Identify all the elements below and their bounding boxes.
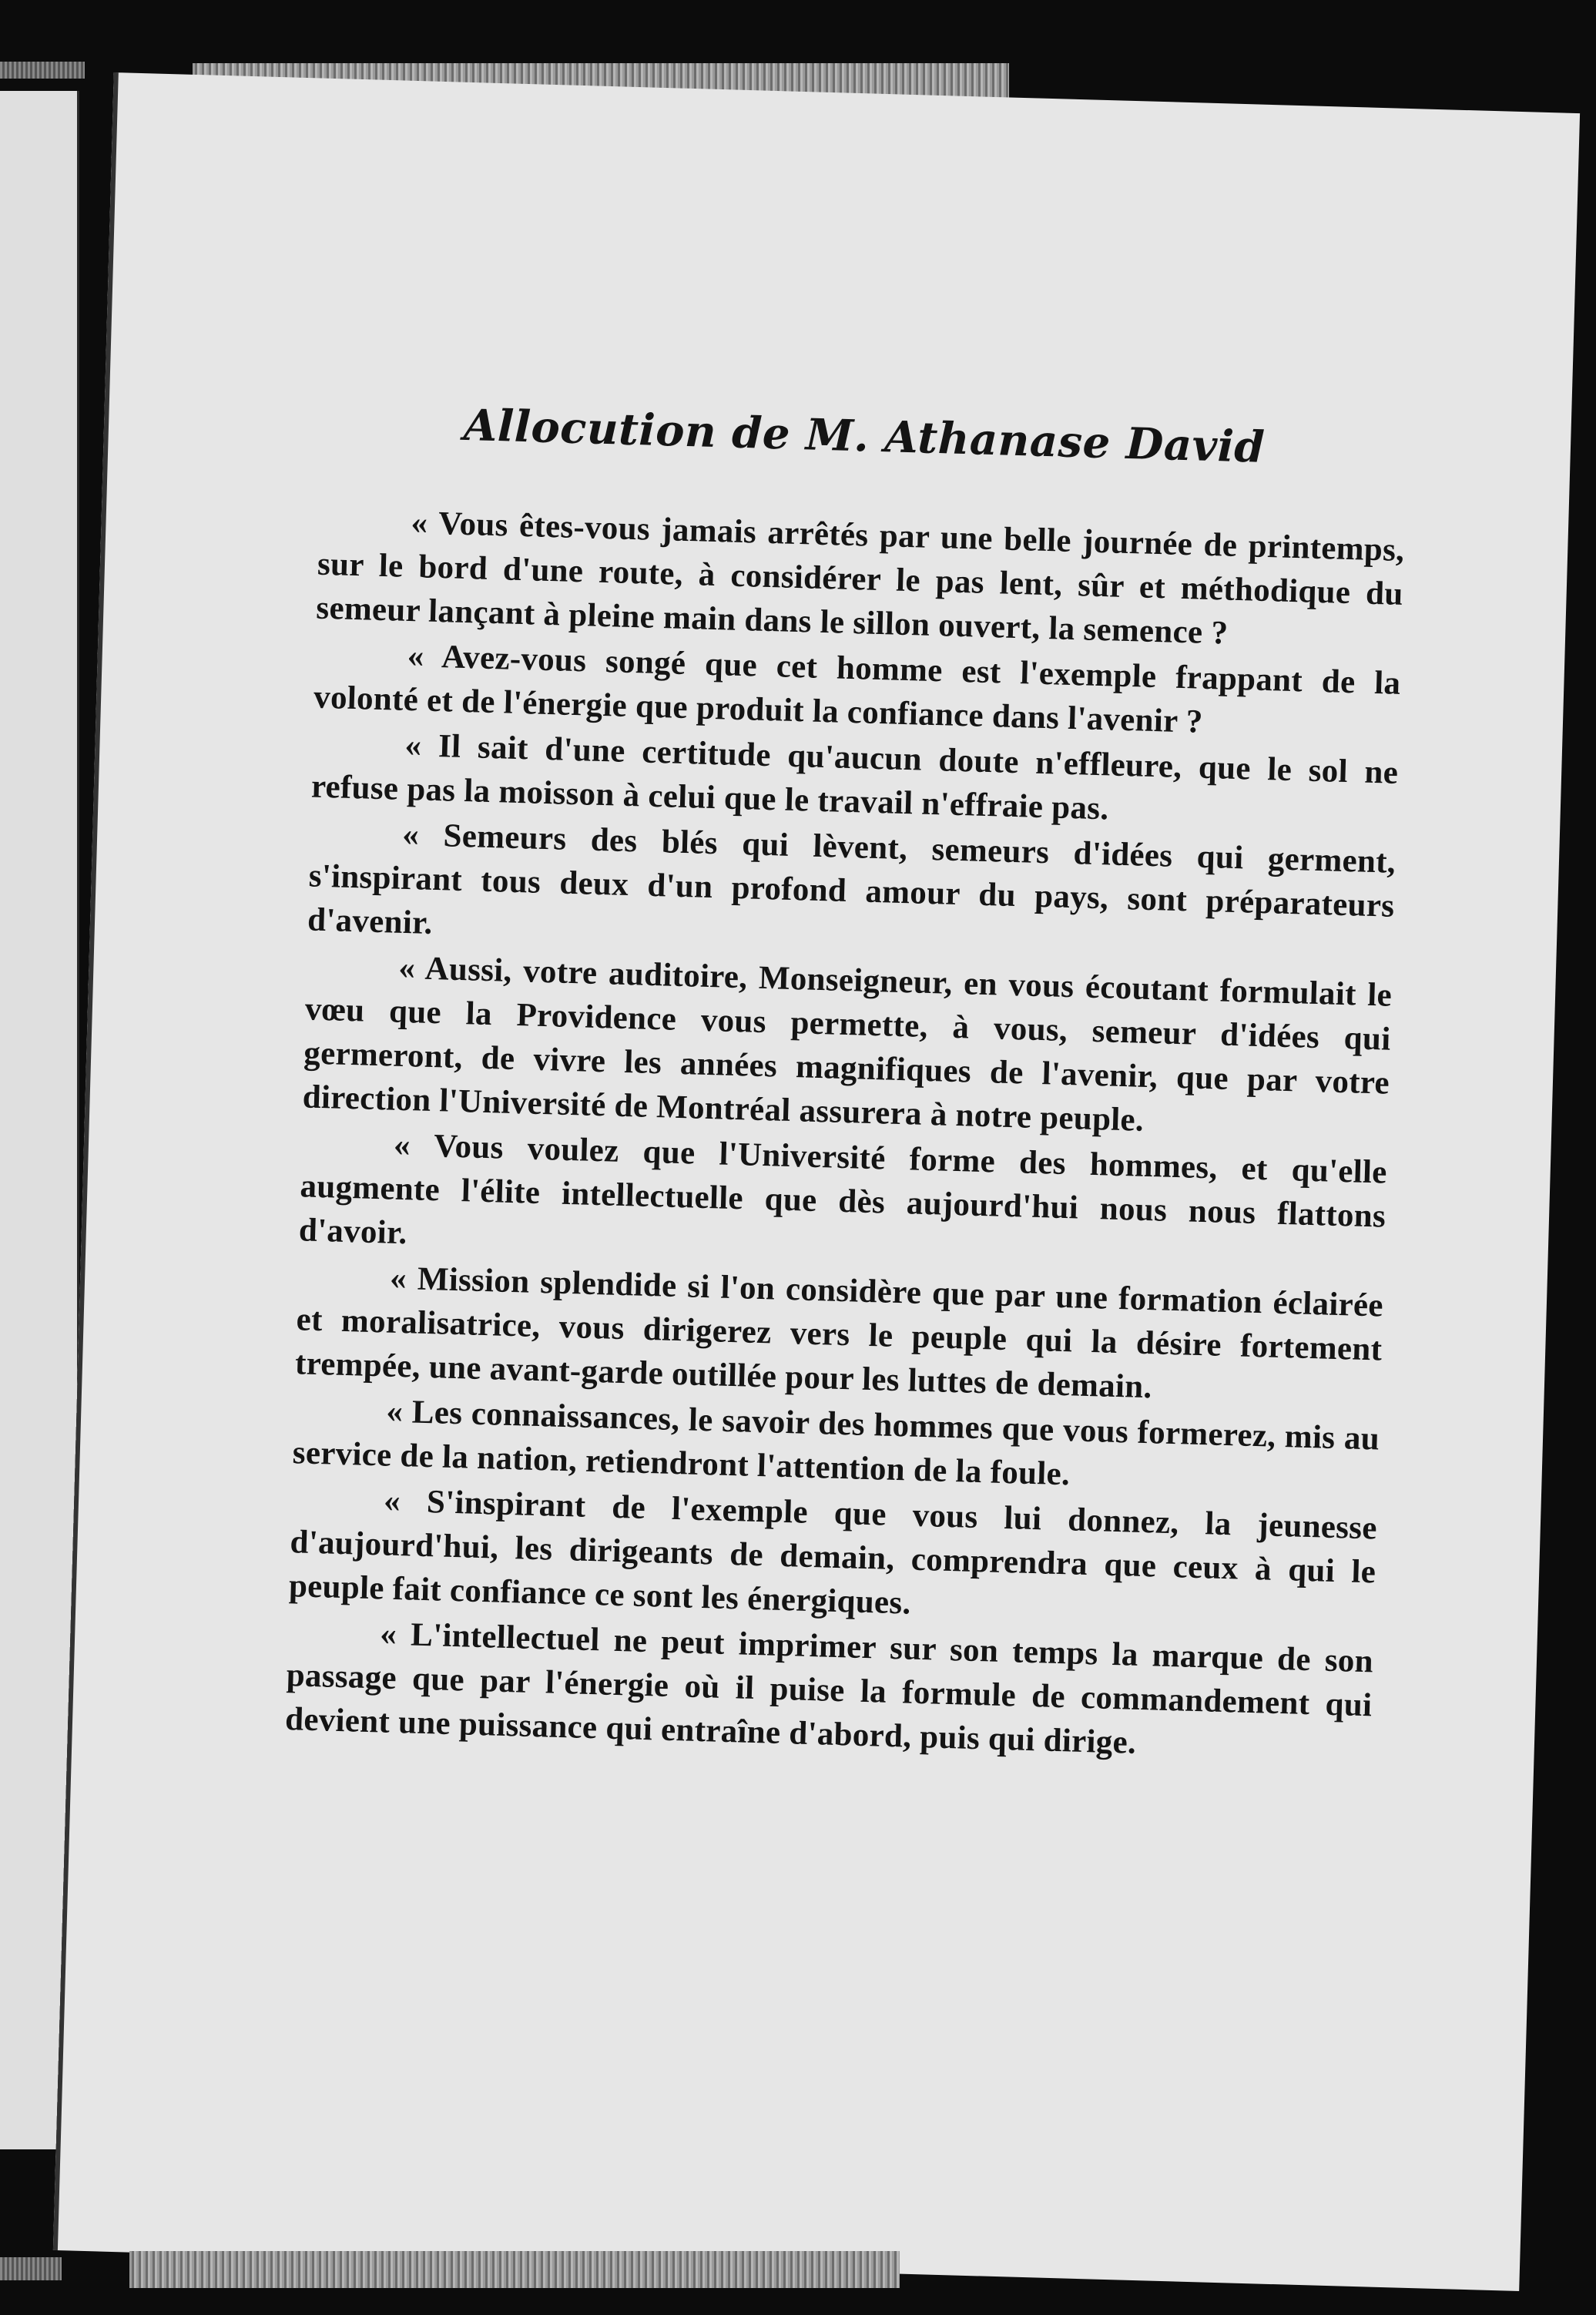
document-title: Allocution de M. Athanase David [463, 399, 1266, 473]
paragraph: « S'inspirant de l'exemple que vous lui donnez, la jeunesse d'aujourd'hui, les dirigeants de demain, comprendra que ceux à qui le peuple fait confiance ce sont les énergiques. [288, 1482, 1378, 1622]
film-edge-bottom-left [0, 2257, 62, 2280]
page-content [284, 391, 1407, 1773]
paragraph: « Semeurs des blés qui lèvent, semeurs d'idées qui germent, s'inspirant tous deux d'un profond amour du pays, sont préparateurs d'avenir. [307, 816, 1396, 941]
paragraph: « Vous êtes-vous jamais arrêtés par une belle journée de printemps, sur le bord d'une route, à considérer le pas lent, sûr et méthodique du semeur lançant à pleine main dans le sillon ouvert, la semence ? [315, 504, 1405, 652]
paragraph: « Aussi, votre auditoire, Monseigneur, en vous écoutant formulait le vœu que la Providence vous permette, à vous, semeur d'idées qui germeront, de vivre les années magnifiques de l'avenir, que par votre direction l'Université de Montréal assurera à notre peuple. [302, 949, 1393, 1139]
paragraph: « L'intellectuel ne peut imprimer sur son temps la marque de son passage que par l'énergie où il puise la formule de commandement qui devient une puissance qui entraîne d'abord, puis qui dirige. [284, 1615, 1374, 1761]
paragraph: « Il sait d'une certitude qu'aucun doute n'effleure, que le sol ne refuse pas la moisson à celui que le travail n'effraie pas. [310, 726, 1399, 827]
film-edge-bottom [129, 2251, 900, 2288]
paragraph: « Mission splendide si l'on considère que par une formation éclairée et moralisatrice, vous dirigerez vers le peuple qui la désire fortement trempée, une avant-garde outillée pour les luttes de demain. [294, 1260, 1384, 1406]
paragraph: « Vous voulez que l'Université forme des hommes, et qu'elle augmente l'élite intellectuelle que dès aujourd'hui nous nous flattons d'avoir. [298, 1126, 1388, 1252]
paragraph: « Avez-vous songé que cet homme est l'exemple frappant de la volonté et de l'énergie que produit la confiance dans l'avenir ? [313, 637, 1402, 740]
paragraph: « Les connaissances, le savoir des hommes que vous formerez, mis au service de la nation, retiendront l'attention de la foule. [292, 1393, 1380, 1493]
scanned-page [53, 72, 1580, 2291]
film-edge-top-left [0, 62, 85, 79]
